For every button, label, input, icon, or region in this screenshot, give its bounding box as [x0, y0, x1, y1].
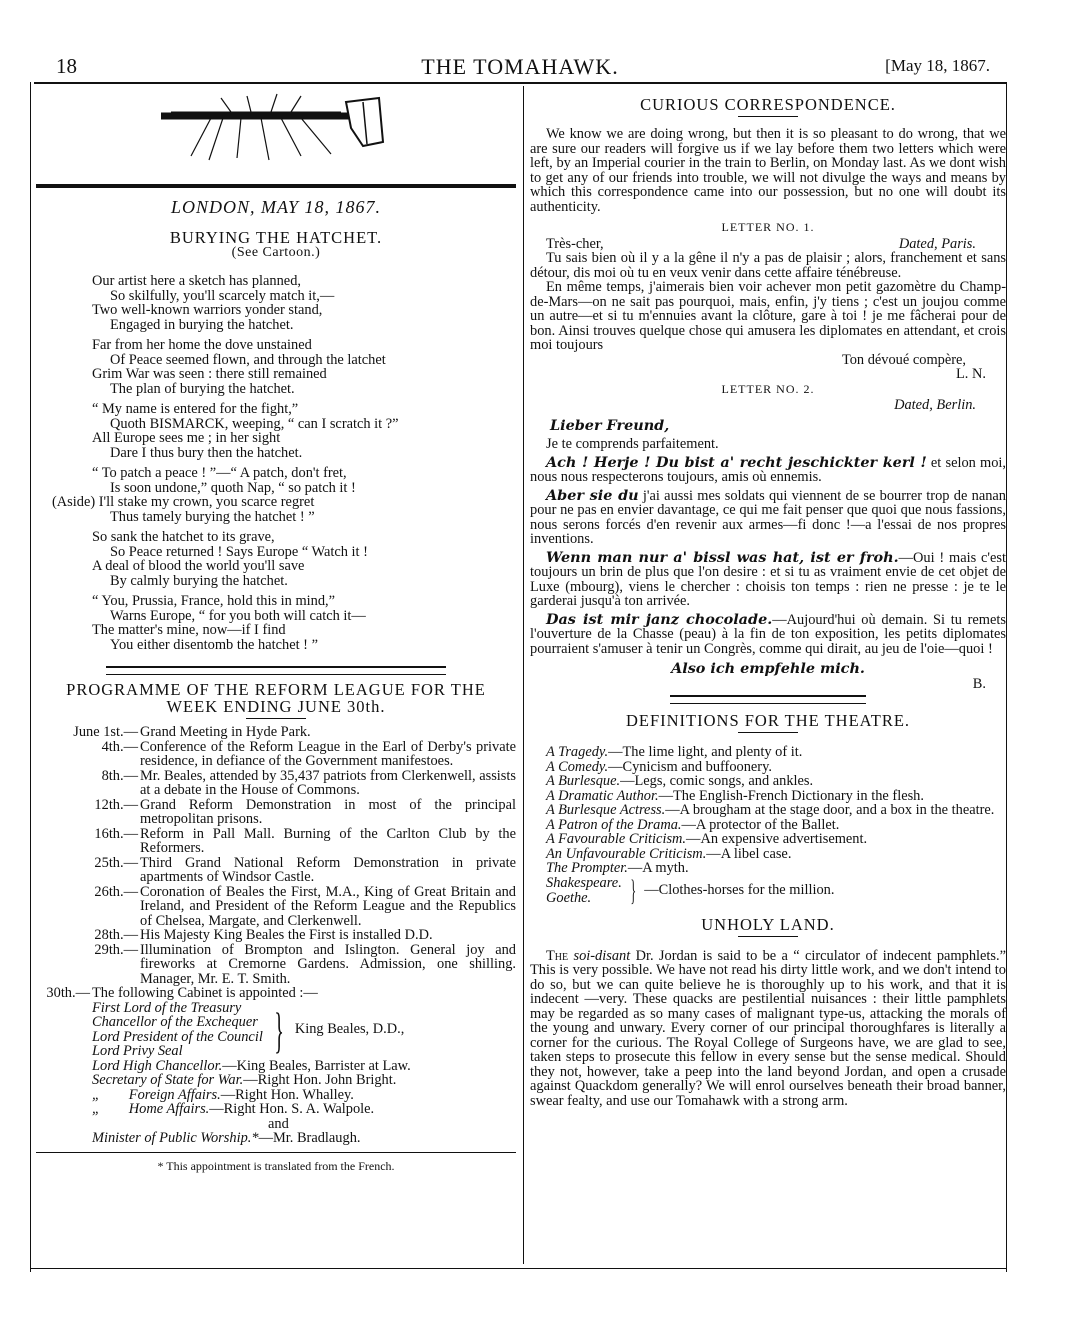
page-left-border [30, 82, 31, 1272]
definition-text: —A protector of the Ballet. [681, 816, 840, 833]
poem-line: Quoth BISMARCK, weeping, “ can I scratch it ?” [110, 415, 399, 432]
article-title-curious-correspondence: CURIOUS CORRESPONDENCE. [640, 95, 896, 114]
definition-term: A Favourable Criticism. [546, 831, 687, 847]
definition-term: The Prompter. [546, 860, 628, 876]
programme-date: 16th.— [94, 825, 138, 842]
german-phrase: Aber sie du [546, 486, 639, 504]
list-item [530, 803, 1006, 818]
poem-stanza [92, 402, 516, 460]
lead-italic: soi-disant [573, 947, 631, 964]
letter-text: et selon moi, nous nous respecterons toujours, amis où ennemis. [530, 454, 1006, 485]
poem-stanza [92, 594, 516, 652]
article-text: Dr. Jordan is said to be a “ circulator of indecent pamphlets.” This is very possible. We have not read his dirty little work, and we don't intend to do so, but we can quite believe he is thoroughly up to his work, and that it is indecent —very. These quacks are pestilential nuisances : their little pamphlets may be regarded as so many cases of malignant type-us, attacking the morals of the young and unwary. Every corner of our principal thoroughfares is literally a corner for the curious. The Royal College of Surgeons have, we are glad to see, taken steps to prosecute this fellow in every sense but the sense medical. Should they not, however, take a peep into the land beyond Jordan, and open a crusade against Quackdom generally? We will enrol ourselves beneath their broad banner, swear fealty, and use our Tomahawk with a strong arm. [530, 947, 1006, 1109]
programme-date: 26th.— [94, 883, 138, 900]
poem-line: All Europe sees me ; in her sight [92, 430, 281, 446]
letter-closing: Also ich empfehle mich. [671, 660, 865, 677]
lead-word: The [546, 947, 569, 964]
illustration-rule [36, 184, 516, 188]
cabinet-entry [92, 1131, 516, 1146]
poem-line: “ My name is entered for the fight,” [92, 401, 299, 417]
poem-line: “ You, Prussia, France, hold this in mind,” [92, 593, 336, 609]
letter-paragraph [530, 453, 1006, 485]
poem-line: Engaged in burying the hatchet. [110, 316, 294, 333]
cabinet-office: Lord President of the Council [92, 1028, 263, 1045]
poem-line: So Peace returned ! Says Europe “ Watch it ! [110, 543, 368, 560]
list-item [0, 725, 516, 740]
list-item [36, 827, 516, 856]
programme-text: Mr. Beales, attended by 35,437 patriots from Clerkenwell, assists at a debate in the House of Commons. [140, 767, 516, 798]
poem-line: “ To patch a peace ! ”—“ A patch, don't fret, [92, 465, 347, 481]
letter-salutation: Très-cher, [546, 235, 604, 252]
list-item [530, 873, 1006, 907]
hatchet-icon [151, 88, 401, 168]
title-rule [246, 718, 306, 719]
definition-text: —Clothes-horses for the million. [644, 882, 835, 899]
letter-text: —Aujourd'hui où demain. Si tu remets l'ouverture de la Chasse (peau) à la fin de ton exposition, les petits diplomates pourraient s'amuser à tenir un Congrès, comme qui dirait, au jeu de l'oie—quoi ! [530, 611, 1006, 657]
definition-term: A Dramatic Author. [546, 787, 659, 804]
left-column [36, 88, 516, 1173]
letter-paragraph [530, 486, 1006, 547]
programme-date: 8th.— [101, 767, 138, 784]
definition-text: —The English-French Dictionary in the flesh. [658, 787, 924, 804]
article-title-unholy-land: UNHOLY LAND. [701, 914, 835, 934]
cabinet-holder: —Right Hon. John Bright. [243, 1072, 397, 1088]
cabinet-office: „ Home Affairs. [92, 1101, 210, 1117]
poem-line: Thus tamely burying the hatchet ! ” [110, 508, 315, 525]
cabinet-entry [92, 1059, 516, 1074]
letter-dated: Dated, Paris. [898, 235, 976, 252]
letter-dated: Dated, Berlin. [894, 397, 976, 413]
cabinet-group [92, 1001, 516, 1059]
programme-date: 30th.— [46, 985, 90, 1001]
cabinet-entry [92, 1073, 516, 1088]
poem-stanza [92, 530, 516, 588]
poem-line: Warns Europe, “ for you both will catch it— [110, 607, 366, 624]
programme-text: Third Grand National Reform Demonstration in private apartments of Windsor Castle. [140, 854, 516, 885]
page-header [34, 52, 1006, 78]
cabinet-offices [92, 1001, 263, 1059]
cabinet-office: Minister of Public Worship.* [92, 1130, 259, 1146]
list-item [36, 798, 516, 827]
programme-date: 25th.— [94, 854, 138, 871]
poem-line: So sank the hatchet to its grave, [92, 529, 275, 545]
letter-heading: LETTER NO. 2. [721, 381, 815, 396]
list-item [530, 745, 1006, 760]
poem-line: Two well-known warriors yonder stand, [92, 302, 323, 318]
footnote-rule [36, 1152, 516, 1153]
list-item [0, 986, 516, 1001]
list-item [36, 943, 516, 987]
brace: } [630, 873, 636, 907]
definition-text: —A brougham at the stage door, and a box in the theatre. [665, 802, 995, 818]
poem-line: The plan of burying the hatchet. [110, 380, 295, 397]
german-phrase: Ach ! Herje ! Du bist a' recht jeschickter kerl ! [546, 453, 927, 471]
list-item [530, 847, 1006, 862]
article-title-burying-hatchet: BURYING THE HATCHET. [169, 227, 383, 247]
article-title-reform-programme: PROGRAMME OF THE REFORM LEAGUE FOR THE WEEK ENDING JUNE 30th. [66, 680, 486, 716]
poem-line: The matter's mine, now—if I find [92, 622, 286, 638]
letter-paragraph: Tu sais bien où il y a la gêne il n'y a pas de plaisir ; alors, franchement et sans détour, dis moi où tu en veux venir dans cette affaire ténébreuse. [530, 250, 1006, 281]
programme-text: Reform in Pall Mall. Burning of the Carlton Club by the Reformers. [140, 825, 516, 856]
cabinet-office: Chancellor of the Exchequer [92, 1014, 258, 1030]
poem [36, 274, 516, 652]
hatchet-illustration [36, 88, 516, 174]
definition-term: A Burlesque. [546, 773, 621, 789]
list-item [36, 769, 516, 798]
programme-text: Grand Meeting in Hyde Park. [140, 724, 311, 740]
brace: } [274, 1001, 284, 1058]
cabinet-holder: —Mr. Bradlaugh. [258, 1130, 361, 1146]
list-item [530, 789, 1006, 804]
letter-paragraph: Je te comprends parfaitement. [546, 436, 719, 452]
letter-paragraph: En même temps, j'aimerais bien voir achever mon petit gazomètre du Champ-de-Mars—on ne sait pas pourquoi, mais, enfin, j'y tiens ; c'est un joujou comme un autre—et si tu m'ennuies avant la clôture, gare à toi ! je me fâcherai pour de bon. Ainsi trouves quelque chose qui amusera les diplomates en attendant, et crois moi toujours [530, 279, 1006, 353]
poem-line: A deal of blood the world you'll save [92, 558, 305, 574]
poem-line: (Aside) I'll stake my crown, you scarce regret [52, 494, 315, 510]
list-item [36, 740, 516, 769]
programme-text: Coronation of Beales the First, M.A., King of Great Britain and Ireland, and President of the Reform League and the Republics of Chelsea, Margate, and Clerkenwell. [140, 883, 516, 929]
poem-stanza [92, 274, 516, 332]
column-divider [523, 86, 524, 1264]
cabinet-entry [92, 1102, 516, 1117]
list-item [36, 928, 516, 943]
section-rule [670, 695, 866, 704]
definitions-list [530, 745, 1006, 906]
cabinet-office: Secretary of State for War. [92, 1072, 244, 1088]
poem-line: By calmly burying the hatchet. [110, 572, 288, 589]
poem-line: Dare I thus bury then the hatchet. [110, 444, 303, 461]
poem-line: You either disentomb the hatchet ! ” [110, 636, 318, 653]
list-item [530, 818, 1006, 833]
masthead-title: THE TOMAHAWK. [421, 54, 619, 79]
definition-text: —Cynicism and buffoonery. [608, 758, 772, 775]
list-item [530, 760, 1006, 775]
programme-date: 29th.— [94, 941, 138, 958]
right-column [530, 96, 1006, 1108]
page-right-border [1006, 82, 1007, 1272]
poem-line: Is soon undone,” quoth Nap, “ so patch it ! [110, 479, 356, 496]
cabinet-holder: —Right Hon. Whalley. [220, 1086, 354, 1103]
definition-term: A Comedy. [546, 758, 609, 775]
cabinet-list [92, 1001, 516, 1146]
german-phrase: Das ist mir janz chocolade. [546, 610, 773, 628]
definition-text: —Legs, comic songs, and ankles. [620, 773, 814, 789]
letter-salutation: Lieber Freund, [550, 416, 670, 434]
definition-term: A Burlesque Actress. [546, 802, 666, 818]
programme-date: 12th.— [94, 796, 138, 813]
letter-paragraph [530, 548, 1006, 609]
cabinet-holder: —King Beales, Barrister at Law. [222, 1057, 411, 1074]
programme-date: June 1st.— [73, 724, 138, 740]
cabinet-office: Lord High Chancellor. [92, 1057, 223, 1074]
issue-date: [May 18, 1867. [885, 56, 990, 75]
letter-signature: L. N. [956, 366, 986, 382]
list-item [530, 774, 1006, 789]
programme-list [36, 725, 516, 1001]
letter-signature: B. [972, 675, 986, 692]
cabinet-holder: —Right Hon. S. A. Walpole. [209, 1101, 375, 1117]
definition-text: —An expensive advertisement. [686, 831, 868, 847]
list-item [530, 861, 1006, 876]
definition-text: —A libel case. [706, 845, 792, 862]
list-item [36, 885, 516, 929]
definition-text: —A myth. [627, 860, 689, 876]
cabinet-office: First Lord of the Treasury [92, 999, 242, 1016]
article-body [530, 949, 1006, 1109]
cabinet-office: „ Foreign Affairs. [92, 1086, 221, 1103]
cabinet-holder: King Beales, D.D., [294, 1021, 405, 1038]
page-number: 18 [56, 54, 77, 78]
correspondence-intro: We know we are doing wrong, but then it is so pleasant to do wrong, that we are sure our readers will forgive us if we lay before them two letters which were left, by an Imperial courier in the train to Berlin, on Monday last. As we dont wish to get any of our friends into trouble, we will not divulge the ways and means by which this correspondence came into our possession, but no one will doubt its authenticity. [530, 126, 1006, 215]
programme-text: Conference of the Reform League in the Earl of Derby's private residence, in defiance of the Government manifestoes. [140, 738, 516, 769]
cabinet-office: Lord Privy Seal [92, 1043, 183, 1059]
page-bottom-rule [30, 1268, 1007, 1269]
programme-text: His Majesty King Beales the First is installed D.D. [140, 927, 433, 943]
letter-heading: LETTER NO. 1. [721, 220, 815, 234]
letter-paragraph [530, 610, 1006, 657]
dateline: LONDON, MAY 18, 1867. [170, 197, 382, 217]
programme-text: The following Cabinet is appointed :— [92, 985, 318, 1001]
programme-text: Grand Reform Demonstration in most of the principal metropolitan prisons. [140, 796, 516, 827]
letter-text: j'ai aussi mes soldats qui viennent de se bourrer trop de nanan pour ne pas en envier davantage, ce qui me fait penser que quoi que nous fassions, nous serons forcés d'en revenir aux armes—fi donc !—a l'essai de nos propres inventions. [530, 487, 1006, 547]
programme-date: 28th.— [94, 927, 138, 943]
poem-stanza [52, 466, 516, 524]
definition-term: An Unfavourable Criticism. [546, 845, 707, 862]
poem-line: Grim War was seen : there still remained [92, 366, 327, 382]
letter-salutation-row [530, 237, 1006, 252]
definition-term: A Patron of the Drama. [546, 816, 682, 833]
definition-term: A Tragedy. [546, 744, 609, 760]
article-title-definitions: DEFINITIONS FOR THE THEATRE. [625, 711, 911, 730]
title-rule [738, 116, 798, 117]
title-rule [738, 732, 798, 733]
footnote: * This appointment is translated from the French. [157, 1158, 395, 1173]
header-rule [34, 82, 1006, 84]
cabinet-entry [92, 1117, 516, 1132]
poem-line: Far from her home the dove unstained [92, 337, 312, 353]
programme-text: Illumination of Brompton and Islington. General joy and fireworks at Cremorne Gardens. Admission, one shilling. Manager, Mr. E. T. Smith. [140, 941, 516, 987]
list-item [530, 832, 1006, 847]
poem-line: So skilfully, you'll scarcely match it,— [110, 287, 335, 304]
letter-text: —Oui ! mais c'est toujours un brin de plus que l'on desire : et si tu as vraiment envie de cet objet de Luxe (mbourg), viens le chercher : choisis ton temps : rien ne presse : je te le garderai jusqu'à ton arrivée. [530, 549, 1006, 609]
cabinet-entry [92, 1088, 516, 1103]
article-subtitle: (See Cartoon.) [231, 244, 321, 260]
list-item [36, 856, 516, 885]
definition-text: —The lime light, and plenty of it. [608, 744, 803, 760]
title-rule [738, 936, 798, 937]
definition-term: Goethe. [546, 889, 592, 906]
programme-date: 4th.— [101, 738, 138, 755]
section-rule [106, 666, 446, 675]
poem-line: Our artist here a sketch has planned, [92, 273, 301, 289]
poem-line: Of Peace seemed flown, and through the latchet [110, 351, 386, 368]
cabinet-and: and [268, 1115, 289, 1132]
german-phrase: Wenn man nur a' bissl was hat, ist er froh. [546, 548, 899, 566]
definition-term: Shakespeare. [546, 875, 622, 891]
letter-closing: Ton dévoué compère, [841, 351, 966, 368]
poem-stanza [92, 338, 516, 396]
